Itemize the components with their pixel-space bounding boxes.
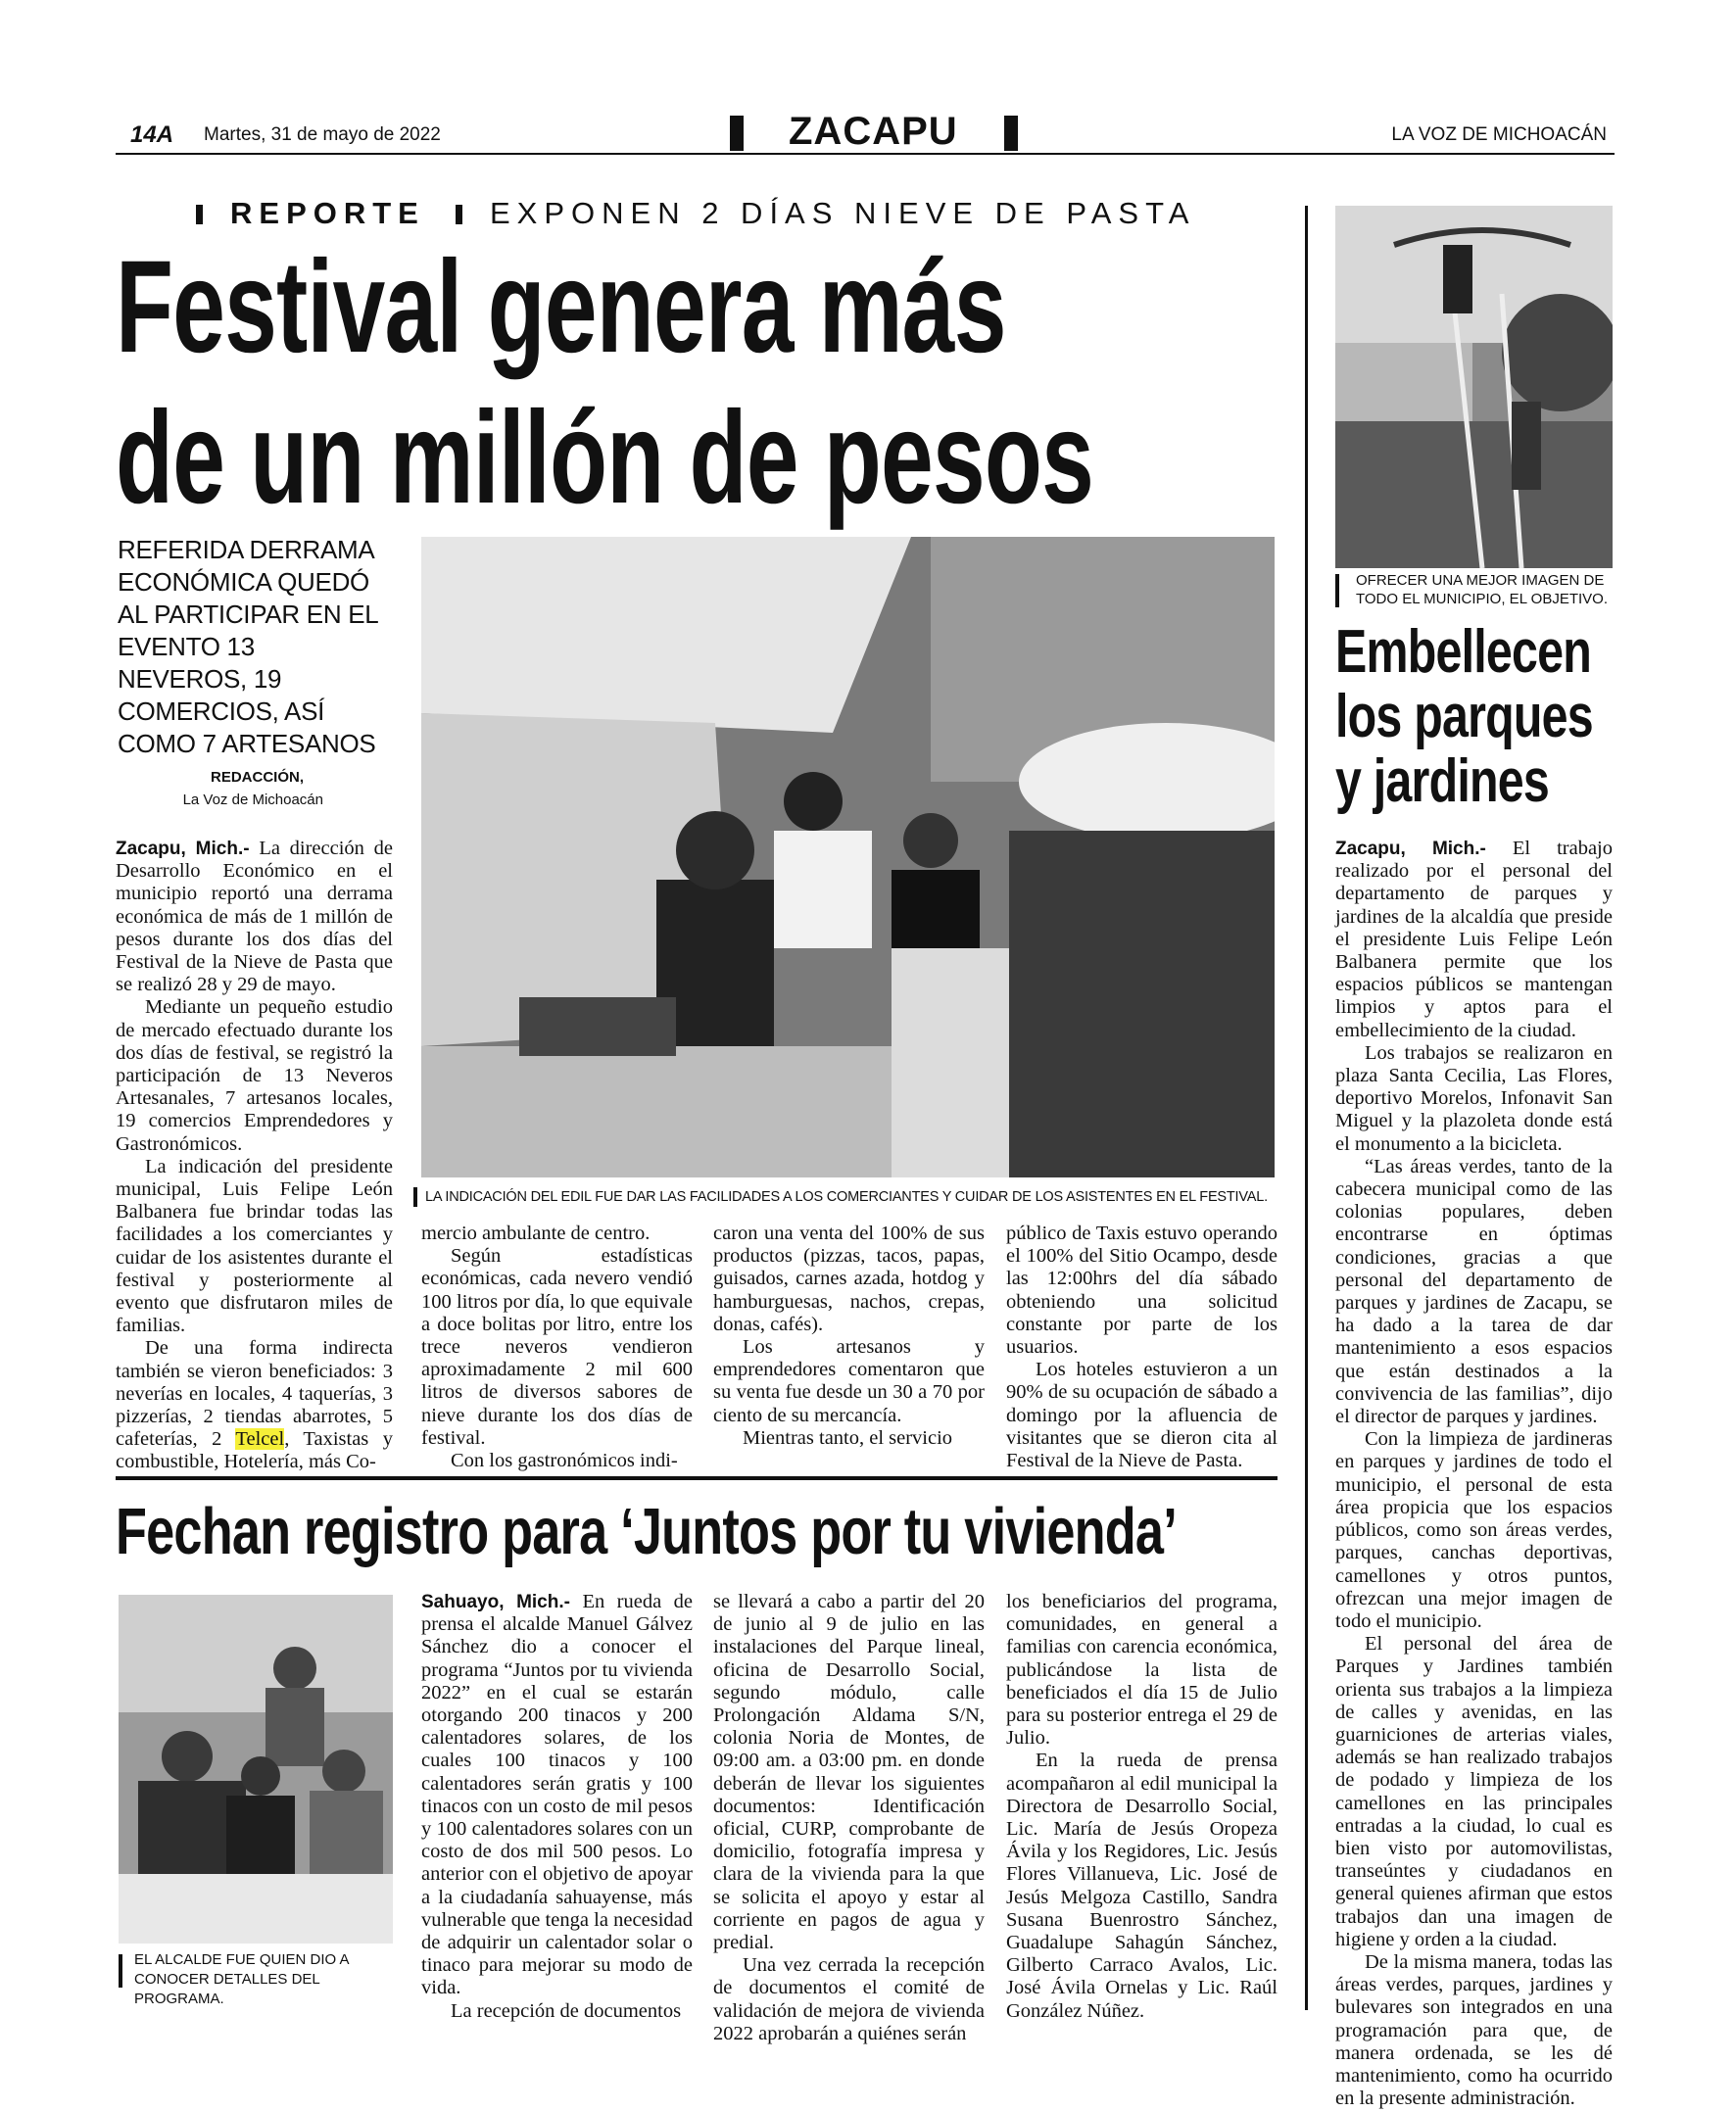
park-photo-caption: OFRECER UNA MEJOR IMAGEN DE TODO EL MUNICIPIO, EL OBJETIVO. bbox=[1356, 572, 1608, 607]
main-col1-p3: La indicación del presidente municipal, Luis Felipe León Balbanera fue brindar todas las facilidades a los comerciantes y cuidar de los asistentes durante el festival y posteriormente al evento que disfrutaron miles de familias. bbox=[116, 1155, 393, 1337]
bottom-col1-p2: La recepción de documentos bbox=[451, 1999, 682, 2022]
park-photo-caption-bar bbox=[1335, 574, 1339, 607]
side-p1: El trabajo realizado por el personal del departamento de parques y jardines de la alcaldía que preside el presidente Luis Felipe León Balbanera permite que los espacios públicos se mantengan limpios y aptos para el embellecimiento de la ciudad. bbox=[1335, 838, 1613, 1041]
bottom-col3-p2: En la rueda de prensa acompañaron al edil municipal la Directora de Desarrollo Social, Lic. María de Jesús Oropeza Ávila y los Regidores, Lic. Jesús Flores Villanueva, Lic. José de Jesús Melgoza Castillo, Sandra Susana Buenrostro Sánchez, Guadalupe Sahagún Sánchez, Gilberto Carraco Avalos, Lic. José Ávila Ornelas y Lic. Raúl González Núñez. bbox=[1006, 1750, 1278, 2022]
main-story-column-2 bbox=[421, 1223, 693, 1472]
kicker-bar-left bbox=[196, 205, 203, 224]
issue-date: Martes, 31 de mayo de 2022 bbox=[204, 124, 441, 145]
mayor-photo-caption: EL ALCALDE FUE QUIEN DIO A CONOCER DETALLES DEL PROGRAMA. bbox=[134, 1951, 349, 2007]
main-col1-p4b: , Taxistas y combustible, Hotelería, más Co- bbox=[116, 1428, 393, 1473]
side-headline-line3: y jardines bbox=[1335, 747, 1549, 815]
main-col3-p1: caron una venta del 100% de sus productos (pizzas, tacos, papas, guisados, carnes azada, hotdog y hamburguesas, nachos, crepas, donas, cafés). bbox=[713, 1223, 985, 1335]
bottom-story-column-1 bbox=[421, 1591, 693, 2023]
bottom-headline: Fechan registro para ‘Juntos por tu vivienda’ bbox=[116, 1495, 1177, 1568]
section-name: ZACAPU bbox=[789, 110, 958, 153]
bottom-col1-p1: En rueda de prensa el alcalde Manuel Gálvez Sánchez dio a conocer el programa “Juntos por tu vivienda 2022” en el cual se estarán otorgando 200 tinacos y 200 calentadores solares, de los cuales 100 tinacos y 100 calentadores serán gratis y 100 tinacos con un costo de mil pesos y 100 calentadores solares con un costo de dos mil 500 pesos. Lo anterior con el objetivo de apoyar a la ciudadanía sahuayense, más vulnerable que tenga la necesidad de adquirir un calentador solar o tinaco para mejorar su modo de vida. bbox=[421, 1591, 693, 1999]
kicker-label: REPORTE bbox=[230, 196, 425, 230]
bottom-story-rule bbox=[116, 1476, 1278, 1480]
main-col1-p1: La dirección de Desarrollo Económico en el municipio reportó una derrama económica de más de 1 millón de pesos durante los dos días del Festival de la Nieve de Pasta que se realizó 28 y 29 de mayo. bbox=[116, 838, 394, 996]
publication-name: LA VOZ DE MICHOACÁN bbox=[1391, 124, 1607, 145]
mayor-photo-caption-bar bbox=[119, 1954, 122, 1988]
side-p4: Con la limpieza de jardineras en parques y jardines de todo el municipio, el personal de esta área propicia que los espacios públicos, como son áreas verdes, parques, canchas deportivas, camellones y otros puntos, ofrezcan una mejor imagen de todo el municipio. bbox=[1335, 1428, 1613, 1632]
mayor-press-photo-image bbox=[119, 1595, 393, 1944]
main-story-column-4 bbox=[1006, 1223, 1278, 1472]
page-number: 14A bbox=[130, 121, 174, 148]
kicker-bar-right bbox=[456, 205, 462, 224]
section-bar-left bbox=[730, 116, 744, 151]
main-col2-p1: mercio ambulante de centro. bbox=[421, 1223, 651, 1244]
main-story-column-1 bbox=[116, 838, 393, 1474]
mayor-press-photo bbox=[119, 1595, 393, 1944]
bottom-col3-p1: los beneficiarios del programa, comunidades, en general a familias con carencia económica, publicándose la lista de beneficiados el día 15 de Julio para su posterior entrega el 29 de Julio. bbox=[1006, 1591, 1278, 1750]
main-col1-p4a: De una forma indirecta también se vieron beneficiados: 3 neverías en locales, 4 taquerías, 3 pizzerías, 2 tiendas abarrotes, 5 cafeterías, 2 bbox=[116, 1337, 393, 1451]
festival-photo-caption: LA INDICACIÓN DEL EDIL FUE DAR LAS FACILIDADES A LOS COMERCIANTES Y CUIDAR DE LOS ASISTENTES EN EL FESTIVAL. bbox=[425, 1189, 1268, 1205]
main-dateline: Zacapu, Mich.- bbox=[116, 839, 250, 859]
side-dateline: Zacapu, Mich.- bbox=[1335, 839, 1486, 859]
side-column-rule bbox=[1305, 206, 1308, 2010]
bottom-story-column-2 bbox=[713, 1591, 985, 2045]
park-workers-photo-image bbox=[1335, 206, 1613, 568]
byline-name: REDACCIÓN, bbox=[210, 769, 304, 786]
main-col4-p1: público de Taxis estuvo operando el 100% del Sitio Ocampo, desde las 12:00hrs del día sábado obteniendo una solicitud constante por parte de los usuarios. bbox=[1006, 1223, 1278, 1359]
byline-outlet: La Voz de Michoacán bbox=[182, 792, 323, 808]
kicker-text: EXPONEN 2 DÍAS NIEVE DE PASTA bbox=[490, 196, 1196, 230]
side-p3: “Las áreas verdes, tanto de la cabecera municipal como de las colonias populares, deben encontrarse en óptimas condiciones, gracias a que personal del departamento de parques y jardines de Zacapu, se ha dado a la tarea de dar mantenimiento a esos espacios que están destinados a la convivencia de las familias”, dijo el director de parques y jardines. bbox=[1335, 1155, 1613, 1428]
main-headline-line1: Festival genera más bbox=[116, 234, 1006, 380]
side-p6: De la misma manera, todas las áreas verdes, parques, jardines y bulevares son integrados en una programación para que, de manera ordenada, se les dé mantenimiento, como ha ocurrido en la presente administración. bbox=[1335, 1950, 1613, 2110]
main-col3-p2: Los artesanos y emprendedores comentaron que su venta fue desde un 30 a 70 por ciento de su mercancía. bbox=[713, 1336, 985, 1426]
main-deck: REFERIDA DERRAMA ECONÓMICA QUEDÓ AL PARTICIPAR EN EL EVENTO 13 NEVEROS, 19 COMERCIOS, ASÍ COMO 7 ARTESANOS bbox=[118, 535, 378, 758]
bottom-dateline: Sahuayo, Mich.- bbox=[421, 1592, 570, 1612]
header-rule bbox=[116, 153, 1615, 155]
festival-photo bbox=[421, 537, 1275, 1177]
park-workers-photo bbox=[1335, 206, 1613, 568]
main-headline-line2: de un millón de pesos bbox=[116, 385, 1094, 531]
main-col3-p3: Mientras tanto, el servicio bbox=[743, 1426, 953, 1449]
main-col4-p2: Los hoteles estuvieron a un 90% de su ocupación de sábado a domingo por la afluencia de visitantes que se dieron cita al Festival de la Nieve de Pasta. bbox=[1006, 1359, 1278, 1472]
section-bar-right bbox=[1004, 116, 1018, 151]
main-story-column-3 bbox=[713, 1223, 985, 1450]
side-p5: El personal del área de Parques y Jardines también orienta sus trabajos a la limpieza de calles y avenidas, en las guarniciones de arterias viales, además se han realizado trabajos de podado y limpieza de los camellones en las principales entradas a la ciudad, lo cual es bien visto por automovilistas, transeúntes y ciudadanos en general quienes afirman que estos trabajos dan una imagen de higiene y orden a la ciudad. bbox=[1335, 1633, 1613, 1950]
telcel-highlight: Telcel bbox=[235, 1428, 285, 1451]
side-story-body bbox=[1335, 838, 1613, 2110]
main-col2-p2: Según estadísticas económicas, cada nevero vendió 100 litros por día, lo que equivale a doce bolitas por litro, entre los trece neveros vendieron aproximadamente 2 mil 600 litros de diversos sabores de nieve durante los dos días de festival. bbox=[421, 1245, 693, 1449]
side-headline-line2: los parques bbox=[1335, 683, 1593, 750]
bottom-story-column-3 bbox=[1006, 1591, 1278, 2023]
main-col2-p3: Con los gastronómicos indi- bbox=[451, 1450, 678, 1472]
festival-photo-caption-bar bbox=[413, 1187, 417, 1207]
side-p2: Los trabajos se realizaron en plaza Santa Cecilia, Las Flores, deportivo Morelos, Infonavit San Miguel y la plazoleta donde está el monumento a la bicicleta. bbox=[1335, 1041, 1613, 1155]
bottom-col2-p1: se llevará a cabo a partir del 20 de junio al 9 de julio en las instalaciones del Parque lineal, oficina de Desarrollo Social, segundo módulo, calle Prolongación Aldama S/N, colonia Noria de Montes, de 09:00 am. a 03:00 pm. en donde deberán de llevar los siguientes documentos: Identificación oficial, CURP, comprobante de domicilio, fotografía impresa y clara de la vivienda para la que se solicita el apoyo y estar al corriente en pagos de agua y predial. bbox=[713, 1591, 985, 1954]
bottom-col2-p2: Una vez cerrada la recepción de documentos el comité de validación de mejora de vivienda 2022 aprobarán a quiénes serán bbox=[713, 1954, 985, 2044]
side-headline-line1: Embellecen bbox=[1335, 618, 1591, 686]
festival-photo-image bbox=[421, 537, 1275, 1177]
main-col1-p2: Mediante un pequeño estudio de mercado efectuado durante los dos días de festival, se registró la participación de 13 Neveros Artesanales, 7 artesanos locales, 19 comercios Emprendedores y Gastronómicos. bbox=[116, 996, 393, 1155]
